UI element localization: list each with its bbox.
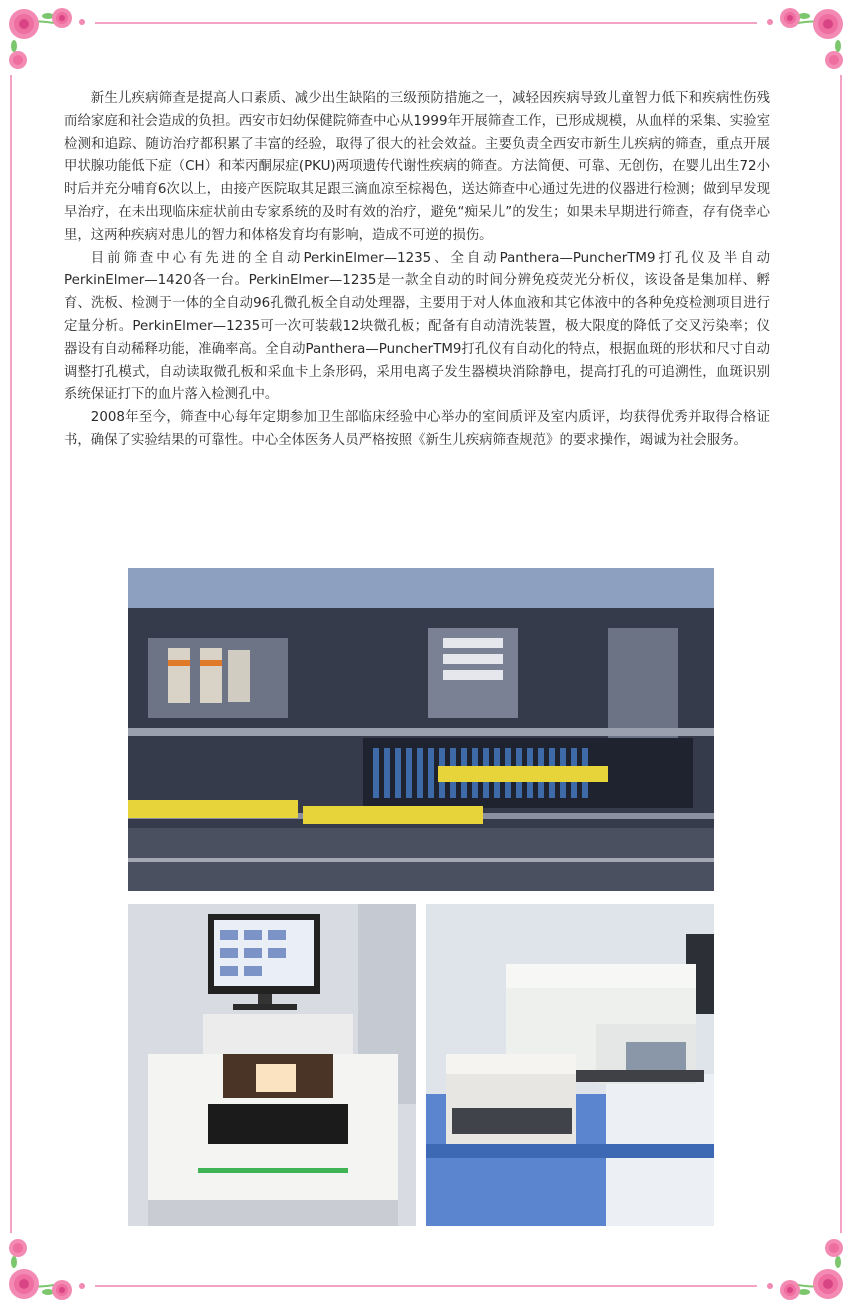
frame-left-line xyxy=(10,75,12,1233)
analyzer-interior-photo xyxy=(128,568,714,891)
frame-top-line xyxy=(95,22,757,24)
paragraph-quality: 2008年至今，筛查中心每年定期参加卫生部临床经验中心举办的室间质评及室内质评，均获得优秀并取得合格证书，确保了实验结果的可靠性。中心全体医务人员严格按照《新生儿疾病筛查规范》的要求操作，竭诚为社会服务。 xyxy=(64,410,770,448)
rose-corner-icon xyxy=(757,1233,852,1308)
paragraph-equipment: 目前筛查中心有先进的全自动PerkinElmer—1235、全自动Panthera—PuncherTM9打孔仪及半自动PerkinElmer—1420各一台。PerkinElmer—1235是一款全自动的时间分辨免疫荧光分析仪，该设备是集加样、孵育、洗板、检测于一体的全自动96孔微孔板全自动处理器，主要用于对人体血液和其它体液中的各种免疫检测项目进行定量分析。PerkinElmer—1235可一次可装载12块微孔板；配备有自动清洗装置，极大限度的降低了交叉污染率；仪器设有自动稀释功能，准确率高。全自动Panthera—PuncherTM9打孔仪有自动化的特点，根据血斑的形状和尺寸自动调整打孔模式，自动读取微孔板和采血卡上条形码，采用电离子发生器模块消除静电，提高打孔的可追溯性，血斑识别系统保证打下的血片落入检测孔中。 xyxy=(64,250,770,403)
rose-corner-icon xyxy=(0,0,95,75)
rose-corner-icon xyxy=(0,1233,95,1308)
frame-right-line xyxy=(840,75,842,1233)
paragraph-intro: 新生儿疾病筛查是提高人口素质、减少出生缺陷的三级预防措施之一，减轻因疾病导致儿童智力低下和疾病性伤残而给家庭和社会造成的负担。西安市妇幼保健院筛查中心从1999年开展筛查工作，已形成规模，从血样的采集、实验室检测和追踪、随访治疗都积累了丰富的经验，取得了很大的社会效益。主要负责全西安市新生儿疾病的筛查，重点开展甲状腺功能低下症（CH）和苯丙酮尿症(PKU)两项遗传代谢性疾病的筛查。方法简便、可靠、无创伤，在婴儿出生72小时后并充分哺育6次以上，由接产医院取其足跟三滴血凉至棕褐色，送达筛查中心通过先进的仪器进行检测；做到早发现早治疗，在未出现临床症状前由专家系统的及时有效的治疗，避免“痴呆儿”的发生；如果未早期进行筛查，存有侥幸心里，这两种疾病对患儿的智力和体格发育均有影响，造成不可逆的损伤。 xyxy=(64,91,770,243)
plate-reader-photo xyxy=(426,904,714,1226)
frame-bottom-line xyxy=(95,1285,757,1287)
rose-corner-icon xyxy=(757,0,852,75)
puncher-workstation-photo xyxy=(128,904,416,1226)
article-body xyxy=(64,88,770,453)
